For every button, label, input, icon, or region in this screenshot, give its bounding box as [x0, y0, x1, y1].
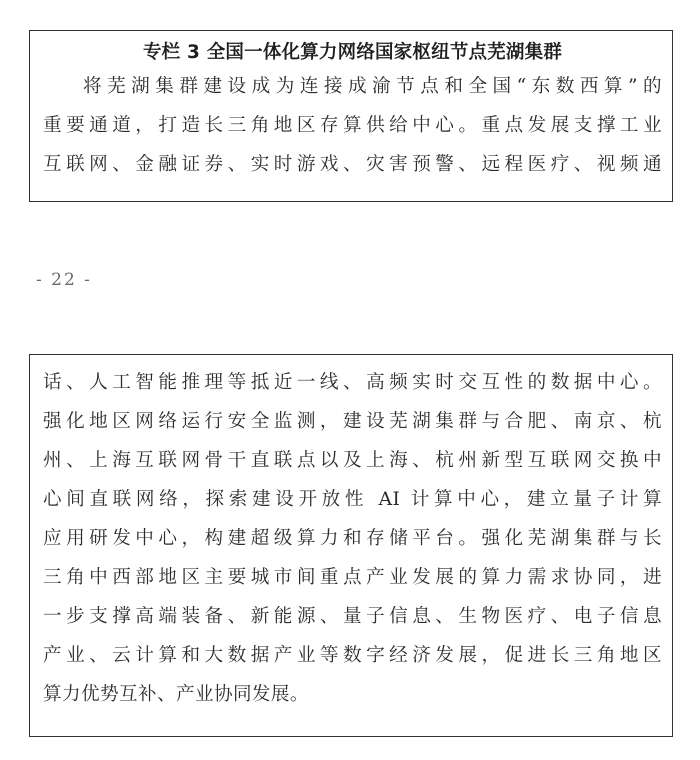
- paragraph-line: 一步支撑高端装备、新能源、量子信息、生物医疗、电子信息: [43, 606, 662, 627]
- column-box-bottom: [29, 354, 673, 737]
- paragraph-line: 产业、云计算和大数据产业等数字经济发展，促进长三角地区: [43, 645, 662, 666]
- column-box-top: [29, 30, 673, 202]
- paragraph-line: 应用研发中心，构建超级算力和存储平台。强化芜湖集群与长: [43, 528, 662, 549]
- paragraph-line: 州、上海互联网骨干直联点以及上海、杭州新型互联网交换中: [43, 450, 662, 471]
- page-number: - 22 -: [36, 270, 92, 290]
- paragraph-line: 重要通道，打造长三角地区存算供给中心。重点发展支撑工业: [43, 115, 662, 136]
- paragraph-line: 话、人工智能推理等抵近一线、高频实时交互性的数据中心。: [43, 372, 662, 393]
- paragraph-line: 将芜湖集群建设成为连接成渝节点和全国“东数西算”的: [83, 76, 662, 97]
- paragraph-line: 强化地区网络运行安全监测，建设芜湖集群与合肥、南京、杭: [43, 411, 662, 432]
- paragraph-line: 互联网、金融证券、实时游戏、灾害预警、远程医疗、视频通: [43, 154, 662, 175]
- paragraph-line: 心间直联网络，探索建设开放性 AI 计算中心，建立量子计算: [43, 489, 662, 510]
- column-title: 专栏 3 全国一体化算力网络国家枢纽节点芜湖集群: [142, 42, 563, 63]
- paragraph-line: 三角中西部地区主要城市间重点产业发展的算力需求协同，进: [43, 567, 662, 588]
- paragraph-line: 算力优势互补、产业协同发展。: [43, 684, 309, 705]
